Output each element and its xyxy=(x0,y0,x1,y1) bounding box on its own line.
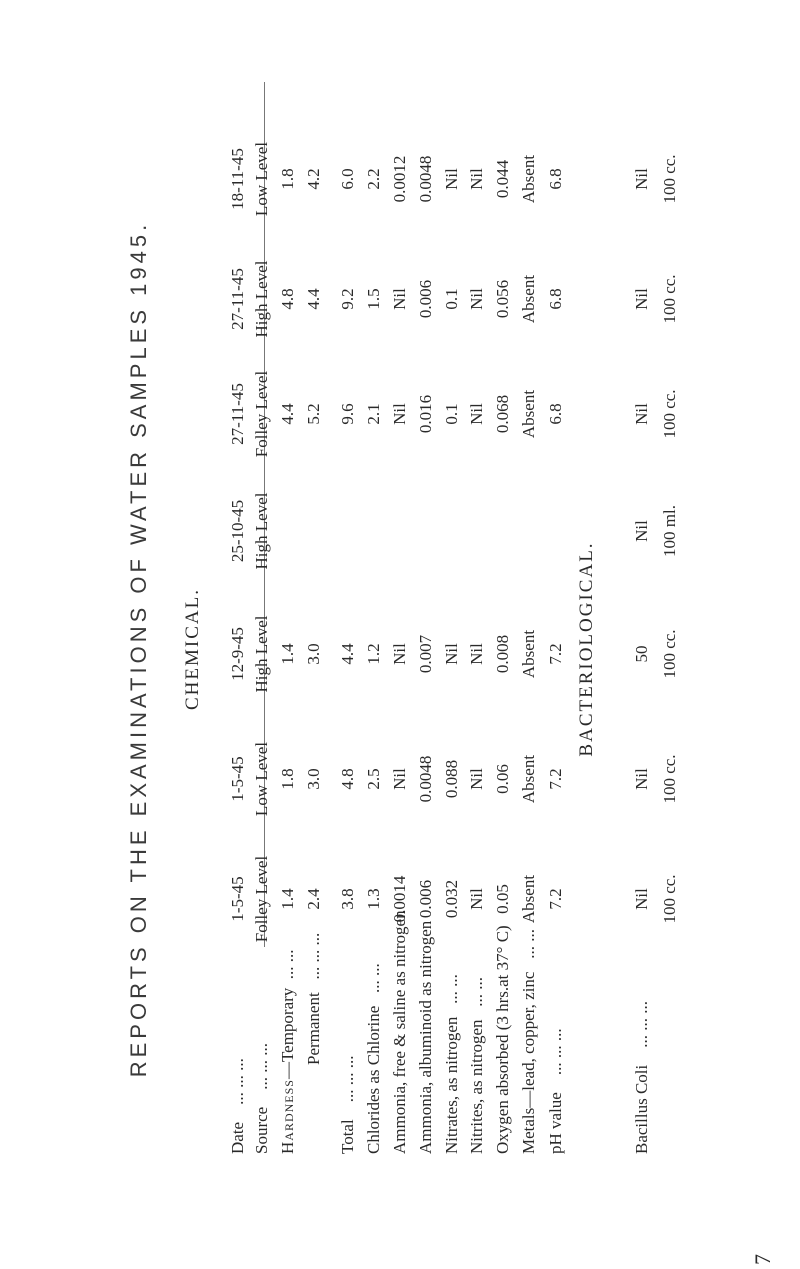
cell-permanent: 4.4 xyxy=(304,288,323,310)
cell-total: 9.6 xyxy=(338,403,357,425)
cell-ammonia-albuminoid: 0.007 xyxy=(416,634,435,674)
cell-nitrates: Nil xyxy=(442,643,461,665)
cell-nitrates: Nil xyxy=(442,168,461,190)
cell-oxygen: 0.056 xyxy=(493,279,512,319)
label-ammonia-free: Ammonia, free & saline as nitrogen xyxy=(390,910,409,1154)
cell-ammonia-albuminoid: 0.0048 xyxy=(416,755,435,803)
page-number: 7 xyxy=(750,1254,775,1265)
cell-ammonia-free: 0.0014 xyxy=(390,875,409,923)
cell-temporary: 4.4 xyxy=(278,403,297,425)
cell-ph: 7.2 xyxy=(546,768,565,790)
cell-oxygen: 0.008 xyxy=(493,634,512,674)
cell-permanent: 5.2 xyxy=(304,403,323,425)
page-title: REPORTS ON THE EXAMINATIONS OF WATER SAMPLES 1945. xyxy=(126,220,151,1078)
cell-oxygen: 0.05 xyxy=(493,884,512,914)
cell-total: 9.2 xyxy=(338,288,357,310)
cell-total: 6.0 xyxy=(338,168,357,190)
chemical-heading: CHEMICAL. xyxy=(182,588,203,710)
cell-ammonia-free: Nil xyxy=(390,288,409,310)
cell-source: Folley Level xyxy=(252,370,271,458)
cell-nitrates: 0.032 xyxy=(442,879,461,919)
cell-ammonia-free: Nil xyxy=(390,643,409,665)
cell-volume: 100 cc. xyxy=(660,754,679,804)
cell-source: High Level xyxy=(252,260,271,338)
cell-nitrites: Nil xyxy=(467,288,486,310)
cell-nitrites: Nil xyxy=(467,643,486,665)
cell-oxygen: 0.044 xyxy=(493,159,512,199)
cell-total: 4.8 xyxy=(338,768,357,790)
cell-bacillus: Nil xyxy=(632,888,651,910)
cell-volume: 100 cc. xyxy=(660,274,679,324)
cell-date: 27-11-45 xyxy=(228,268,247,330)
cell-bacillus: Nil xyxy=(632,288,651,310)
cell-ph: 7.2 xyxy=(546,888,565,910)
cell-bacillus: Nil xyxy=(632,768,651,790)
label-chlorides: Chlorides as Chlorine ... ... xyxy=(364,963,383,1154)
cell-temporary: 1.4 xyxy=(278,643,297,665)
cell-chlorides: 2.2 xyxy=(364,168,383,190)
cell-ph: 7.2 xyxy=(546,643,565,665)
cell-chlorides: 1.3 xyxy=(364,888,383,910)
cell-volume: 100 ml. xyxy=(660,505,679,557)
cell-ammonia-free: 0.0012 xyxy=(390,155,409,203)
cell-metals: Absent xyxy=(519,874,538,924)
cell-ph: 6.8 xyxy=(546,403,565,425)
cell-date: 1-5-45 xyxy=(228,876,247,922)
cell-chlorides: 1.2 xyxy=(364,643,383,665)
cell-total: 4.4 xyxy=(338,643,357,665)
cell-metals: Absent xyxy=(519,754,538,804)
label-hardness-temporary: Hardness—Temporary ... ... xyxy=(278,949,297,1154)
cell-ammonia-free: Nil xyxy=(390,768,409,790)
label-nitrites: Nitrites, as nitrogen ... ... xyxy=(467,976,486,1154)
cell-chlorides: 2.1 xyxy=(364,403,383,425)
cell-source: Low Level xyxy=(252,141,271,217)
label-ph: pH value ... ... ... xyxy=(546,1028,565,1154)
cell-bacillus: Nil xyxy=(632,403,651,425)
cell-nitrates: 0.088 xyxy=(442,759,461,799)
bacteriological-heading: BACTERIOLOGICAL. xyxy=(576,541,597,757)
label-date: Date ... ... ... xyxy=(228,1058,247,1154)
cell-permanent: 4.2 xyxy=(304,168,323,190)
cell-metals: Absent xyxy=(519,389,538,439)
cell-nitrites: Nil xyxy=(467,168,486,190)
cell-nitrites: Nil xyxy=(467,888,486,910)
label-total: Total ... ... ... xyxy=(338,1055,357,1154)
cell-permanent: 3.0 xyxy=(304,768,323,790)
cell-nitrites: Nil xyxy=(467,768,486,790)
label-oxygen-absorbed: Oxygen absorbed (3 hrs.at 37° C) xyxy=(493,925,512,1154)
label-metals: Metals—lead, copper, zinc ... ... xyxy=(519,929,538,1154)
cell-date: 18-11-45 xyxy=(228,148,247,210)
cell-temporary: 1.8 xyxy=(278,768,297,790)
cell-permanent: 2.4 xyxy=(304,888,323,910)
cell-temporary: 1.4 xyxy=(278,888,297,910)
cell-metals: Absent xyxy=(519,154,538,204)
cell-nitrites: Nil xyxy=(467,403,486,425)
cell-metals: Absent xyxy=(519,629,538,679)
cell-temporary: 1.8 xyxy=(278,168,297,190)
cell-total: 3.8 xyxy=(338,888,357,910)
cell-source: High Level xyxy=(252,492,271,570)
cell-ph: 6.8 xyxy=(546,168,565,190)
label-ammonia-albuminoid: Ammonia, albuminoid as nitrogen xyxy=(416,920,435,1154)
cell-metals: Absent xyxy=(519,274,538,324)
cell-volume: 100 cc. xyxy=(660,629,679,679)
cell-chlorides: 2.5 xyxy=(364,768,383,790)
cell-date: 25-10-45 xyxy=(228,499,247,563)
cell-chlorides: 1.5 xyxy=(364,288,383,310)
label-bacillus-coli: Bacillus Coli ... ... ... xyxy=(632,1001,651,1154)
cell-ammonia-albuminoid: 0.006 xyxy=(416,279,435,319)
cell-date: 27-11-45 xyxy=(228,383,247,445)
cell-ph: 6.8 xyxy=(546,288,565,310)
label-source: Source ... ... ... xyxy=(252,1043,271,1154)
cell-date: 1-5-45 xyxy=(228,756,247,802)
cell-source: Low Level xyxy=(252,741,271,817)
label-nitrates: Nitrates, as nitrogen ... ... xyxy=(442,974,461,1154)
cell-ammonia-albuminoid: 0.006 xyxy=(416,879,435,919)
cell-volume: 100 cc. xyxy=(660,874,679,924)
cell-bacillus: Nil xyxy=(632,520,651,542)
cell-bacillus: Nil xyxy=(632,168,651,190)
cell-volume: 100 cc. xyxy=(660,154,679,204)
cell-oxygen: 0.068 xyxy=(493,394,512,434)
cell-oxygen: 0.06 xyxy=(493,764,512,794)
cell-source: High Level xyxy=(252,615,271,693)
cell-date: 12-9-45 xyxy=(228,627,247,681)
cell-ammonia-free: Nil xyxy=(390,403,409,425)
cell-ammonia-albuminoid: 0.0048 xyxy=(416,155,435,203)
cell-volume: 100 cc. xyxy=(660,389,679,439)
label-permanent: Permanent ... ... ... xyxy=(304,932,323,1065)
cell-bacillus: 50 xyxy=(632,645,651,663)
cell-ammonia-albuminoid: 0.016 xyxy=(416,394,435,434)
cell-nitrates: 0.1 xyxy=(442,403,461,425)
cell-permanent: 3.0 xyxy=(304,643,323,665)
cell-temporary: 4.8 xyxy=(278,288,297,310)
cell-source: Folley Level xyxy=(252,855,271,943)
cell-nitrates: 0.1 xyxy=(442,288,461,310)
